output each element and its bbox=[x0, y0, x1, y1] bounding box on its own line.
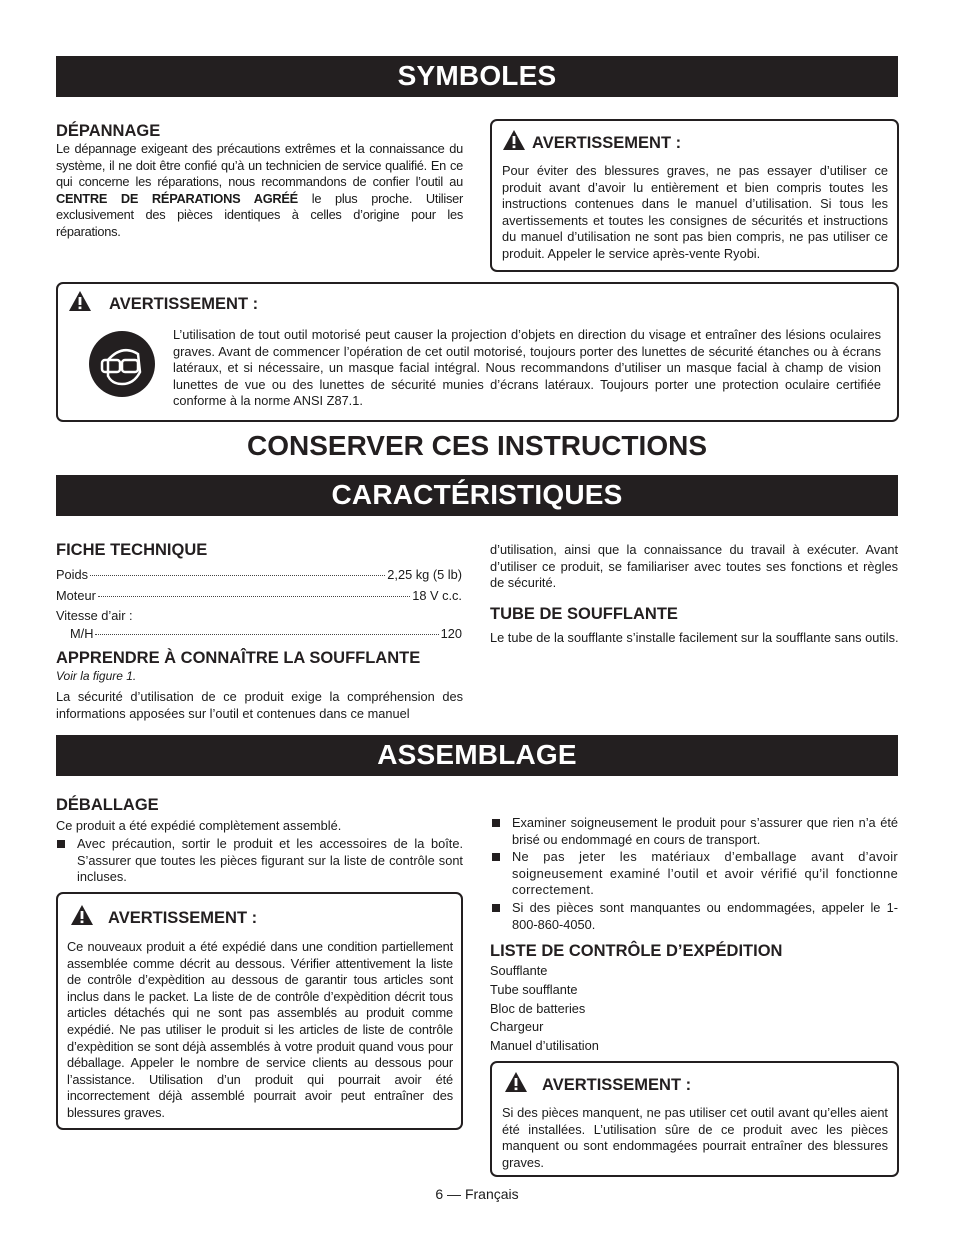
fiche-technique-heading: FICHE TECHNIQUE bbox=[56, 541, 208, 559]
warning-triangle-icon bbox=[68, 290, 92, 312]
list-item: Avec précaution, sortir le produit et les accessoires de la boîte. S’assurer que toutes les pièces figurant sur la liste de contrôle sont incluses. bbox=[77, 836, 463, 886]
warning-text: L’utilisation de tout outil motorisé peut causer la projection d’objets en direction du visage et entraîner des lésions oculaires graves. Avant de commencer l’opération de cet outil motorisé, toujours porter des lunettes de sécurité étanches ou à écrans latéraux, et si nécessaire, un masque facial intégral. Nous recommandons d’utiliser un masque facial à champ de vision lunettes de vue ou des lunettes de sécurité munies d’écrans latéraux. Toujours porter une protection oculaire certifiée conforme à la norme ANSI Z87.1. bbox=[173, 327, 881, 409]
spec-row-poids bbox=[56, 567, 462, 583]
bullet-icon bbox=[492, 853, 500, 861]
spec-label: Moteur bbox=[56, 588, 96, 603]
symboles-banner: SYMBOLES bbox=[56, 56, 898, 97]
assemblage-banner: ASSEMBLAGE bbox=[56, 735, 898, 776]
list-item: Chargeur bbox=[490, 1019, 544, 1035]
warning-triangle-icon bbox=[70, 904, 94, 926]
warning-triangle-icon bbox=[502, 129, 526, 151]
spec-label: Poids bbox=[56, 567, 89, 582]
list-item: Manuel d’utilisation bbox=[490, 1038, 599, 1054]
spec-value: 2,25 kg (5 lb) bbox=[387, 567, 462, 582]
warning-title: AVERTISSEMENT : bbox=[542, 1076, 692, 1094]
warning-box-partial-assembly bbox=[56, 892, 463, 1130]
apprendre-heading: APPRENDRE À CONNAÎTRE LA SOUFFLANTE bbox=[56, 649, 421, 667]
warning-box-eye-protection bbox=[56, 282, 899, 422]
spec-row-vitesse bbox=[70, 626, 462, 642]
list-item: Soufflante bbox=[490, 963, 548, 978]
tube-text: Le tube de la soufflante s’installe facilement sur la soufflante sans outils. bbox=[490, 630, 899, 645]
spec-value: 18 V c.c. bbox=[412, 588, 462, 603]
page-footer: 6 — Français bbox=[435, 1186, 519, 1202]
warning-title: AVERTISSEMENT : bbox=[108, 909, 258, 927]
spec-label: M/H bbox=[70, 626, 94, 641]
bullet-icon bbox=[57, 840, 65, 848]
list-item: Si des pièces sont manquantes ou endommagées, appeler le 1-800-860-4050. bbox=[512, 900, 898, 933]
figure-reference: Voir la figure 1. bbox=[56, 669, 137, 683]
warning-triangle-icon bbox=[504, 1071, 528, 1093]
depannage-heading: DÉPANNAGE bbox=[56, 122, 161, 140]
apprendre-text-continued: d’utilisation, ainsi que la connaissance du travail à exécuter. Avant d’utiliser ce produit, se familiariser avec toutes ses fonctions et règles de sécurité. bbox=[490, 542, 898, 591]
warning-box-missing-parts bbox=[490, 1061, 899, 1177]
warning-text: Si des pièces manquent, ne pas utiliser cet outil avant qu’elles aient été installées. L’utilisation sûre de ce produit avec les pièces manquent ou sont endommagées pourrait entraîner des blessures graves. bbox=[502, 1105, 888, 1170]
list-item: Ne pas jeter les matériaux d’emballage avant d’avoir soigneusement examiné l’outil et avoir vérifié qu’il fonctionne correctement. bbox=[512, 849, 898, 899]
deballage-intro: Ce produit a été expédié complètement assemblé. bbox=[56, 818, 342, 833]
list-item: Tube soufflante bbox=[490, 981, 578, 997]
warning-text: Pour éviter des blessures graves, ne pas essayer d’utiliser ce produit avant d’avoir lu entièrement et bien compris toutes les instructions contenues dans le manuel d’utilisation. Si tous les avertissements et toutes les consignes de sécurités et instructions du manuel d’utilisation ne sont pas bien compris, ne pas utiliser ce produit. Appeler le service après-vente Ryobi. bbox=[502, 163, 888, 261]
tube-heading: TUBE DE SOUFFLANTE bbox=[490, 605, 678, 623]
shipping-checklist bbox=[490, 962, 599, 1056]
bullet-icon bbox=[492, 904, 500, 912]
warning-box-read-manual bbox=[490, 119, 899, 272]
warning-title: AVERTISSEMENT : bbox=[532, 134, 682, 152]
list-item: Bloc de batteries bbox=[490, 1000, 586, 1016]
warning-title: AVERTISSEMENT : bbox=[109, 295, 259, 313]
depannage-text: Le dépannage exigeant des précautions extrêmes et la connaissance du système, il ne doit être confié qu’à un technicien de service qualifié. En ce qui concerne les réparations, nous recommandons de confier l’outil au CENTRE DE RÉPARATIONS AGRÉÉ le plus proche. Utiliser exclusivement des pièces identiques à celles d’origine pour les réparations. bbox=[56, 141, 464, 239]
caracteristiques-banner: CARACTÉRISTIQUES bbox=[56, 475, 898, 516]
spec-value: 120 bbox=[440, 626, 462, 641]
liste-controle-heading: LISTE DE CONTRÔLE D’EXPÉDITION bbox=[490, 942, 783, 960]
spec-vitesse-label: Vitesse d’air : bbox=[56, 608, 133, 623]
safety-glasses-icon bbox=[88, 330, 156, 398]
warning-text: Ce nouveaux produit a été expédié dans une condition partiellement assemblée comme décrit au dessous. Vérifier attentivement la liste de contrôle d’expèdition au dessous de garantir tous articles sont inclus dans le packet. La liste de de contrôle d’expèdition décrit tous articles détachés qui ne sont pas assemblés au produit comme expédié. Ne pas utiliser le produit si les articles de liste de contrôle d’expèdition se sont déjà assemblés à votre produit quand vous pour déballage. Appeler le nombre de service clients au dessous pour l’assistance. Utilisation d’un produit qui pourrait avoir été incorrectement déjà assemblé pourrait avoir peut entraîner des blessures graves. bbox=[67, 939, 453, 1120]
conserver-title: CONSERVER CES INSTRUCTIONS bbox=[247, 430, 707, 461]
deballage-heading: DÉBALLAGE bbox=[56, 796, 159, 814]
list-item: Examiner soigneusement le produit pour s’assurer que rien n’a été brisé ou endommagé en cours de transport. bbox=[512, 815, 898, 848]
spec-row-moteur bbox=[56, 588, 462, 604]
bullet-icon bbox=[492, 819, 500, 827]
apprendre-text: La sécurité d’utilisation de ce produit exige la compréhension des informations apposées sur l’outil et contenues dans ce manuel bbox=[56, 689, 463, 721]
